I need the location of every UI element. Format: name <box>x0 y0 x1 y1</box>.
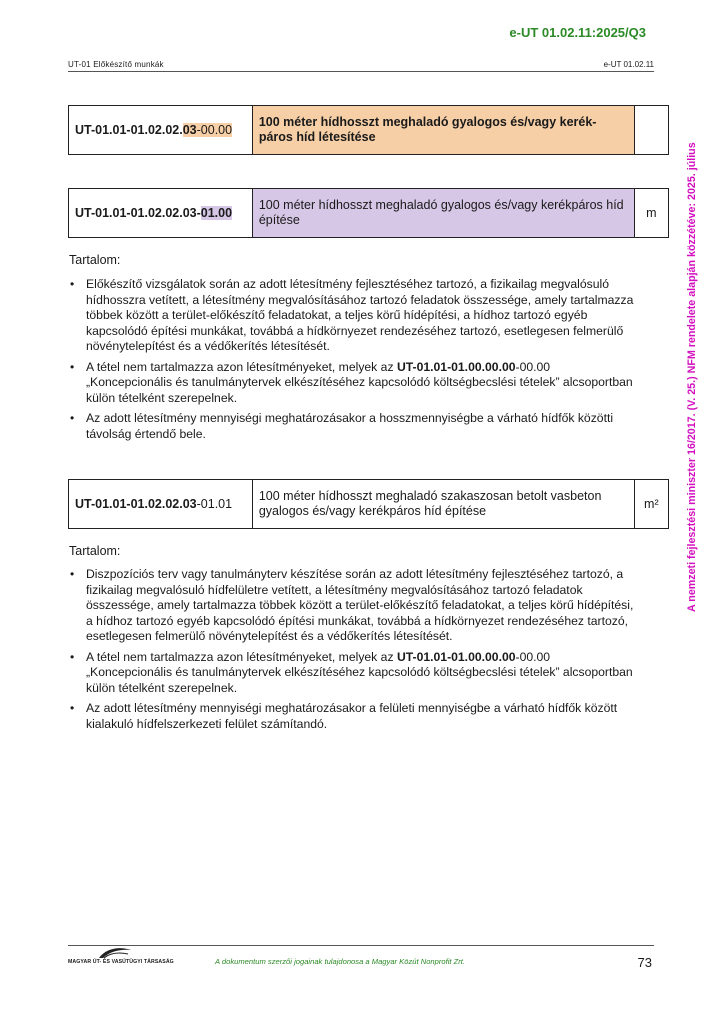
item-code-1-prefix: UT-01.01-01.02.02. <box>75 123 183 137</box>
item-description-3: 100 méter hídhosszt meghaladó szakaszosan betolt vasbeton gyalogos és/vagy kerékpáros híd építése <box>252 480 634 529</box>
bullet-code: UT-01.01-01.00.00.00 <box>396 649 516 664</box>
item-code-3 <box>69 480 253 529</box>
item-table-1 <box>68 105 669 155</box>
list-item <box>69 360 639 407</box>
item-table-2 <box>68 188 669 238</box>
logo-swoosh-icon <box>98 946 132 960</box>
bullet-text: -00.00 „Koncepcionális és tanulmánytervek elkészítéséhez kapcsolódó költségbecslési tételek” alcsoportban külön tételként szerepelnek. <box>86 649 633 695</box>
bullet-text: -00.00 „Koncepcionális és tanulmánytervek elkészítéséhez kapcsolódó költségbecslési tételek” alcsoportban külön tételként szerepelnek. <box>86 359 633 405</box>
list-item: • Az adott létesítmény mennyiségi meghatározásakor a hosszmennyiségbe a várható hídfők közötti távolság értendő bele. <box>69 411 639 442</box>
header-divider <box>68 71 654 72</box>
list-item: • Az adott létesítmény mennyiségi meghatározásakor a felületi mennyiségbe a várható hídfők között kialakuló hídfelszerkezeti felület számítandó. <box>69 701 639 732</box>
page-number: 73 <box>637 955 652 970</box>
item-table-3 <box>68 479 669 529</box>
list-item: • Előkészítő vizsgálatok során az adott létesítmény fejlesztéséhez tartozó, a fizikailag megvalósuló hídhosszra vetített, a létesítmény megvalósításához tartozó feladatok összessége, amely tartalmazza többek között a terület-előkészítő feladatokat, a teljes körű hídépítési, a hídhoz tartozó egyéb kapcsolódó építési munkákat, továbbá a hídkörnyezet rendezéséhez tartozó, esetlegesen felmerülő növénytelepítést és a védőkerítés létesítését. <box>69 277 639 355</box>
item-code-1 <box>69 106 253 155</box>
item-code-2-prefix: UT-01.01-01.02.02.03- <box>75 206 201 220</box>
item-code-3-prefix: UT-01.01-01.02.02.03 <box>75 497 197 511</box>
bullet-code: UT-01.01-01.00.00.00 <box>396 359 516 374</box>
side-publication-note-text: A nemzeti fejlesztési miniszter 16/2017. (V. 25.) NFM rendelete alapján közzétéve: 2025. július <box>686 142 698 612</box>
bullet-text: A tétel nem tartalmazza azon létesítményeket, melyek az <box>86 649 397 664</box>
item-code-1-highlight: 03 <box>182 123 197 137</box>
item-code-3-suffix: -01.01 <box>196 497 233 511</box>
item-code-2-highlight: 01.00 <box>200 206 233 220</box>
item-unit-1 <box>634 106 668 155</box>
logo-text: MAGYAR ÚT- ÉS VASÚTÜGYI TÁRSASÁG <box>68 959 174 965</box>
contents-label-2: Tartalom: <box>69 544 121 558</box>
bullet-text: A tétel nem tartalmazza azon létesítményeket, melyek az <box>86 359 397 374</box>
contents-label-1: Tartalom: <box>69 253 121 267</box>
contents-list-2 <box>69 567 639 737</box>
running-header-left: UT-01 Előkészítő munkák <box>68 60 164 69</box>
item-unit-3: m² <box>634 480 668 529</box>
item-code-2 <box>69 189 253 238</box>
contents-list-1 <box>69 277 639 447</box>
list-item <box>69 650 639 697</box>
copyright-notice: A dokumentum szerzői jogainak tulajdonosa a Magyar Közút Nonprofit Zrt. <box>215 957 466 966</box>
item-description-1: 100 méter hídhosszt meghaladó gyalogos és/vagy kerék-páros híd létesítése <box>252 106 634 155</box>
item-unit-2: m <box>634 189 668 238</box>
item-code-1-suffix: -00.00 <box>196 123 233 137</box>
running-header-right: e-UT 01.02.11 <box>603 60 654 69</box>
item-description-2: 100 méter hídhosszt meghaladó gyalogos és/vagy kerékpáros híd építése <box>252 189 634 238</box>
society-logo <box>68 946 174 970</box>
list-item: • Diszpozíciós terv vagy tanulmányterv készítése során az adott létesítmény fejlesztéséhez tartozó, a fizikailag megvalósuló hídfelületre vetített, a létesítmény megvalósításához tartozó feladatok összessége, amely tartalmazza többek között a terület-előkészítő feladatokat, a teljes körű hídépítési, a hídhoz tartozó egyéb kapcsolódó építési munkákat, továbbá a hídkörnyezet rendezéséhez tartozó, esetlegesen felmerülő növénytelepítést és a védőkerítés létesítését. <box>69 567 639 645</box>
document-code: e-UT 01.02.11:2025/Q3 <box>509 25 646 40</box>
